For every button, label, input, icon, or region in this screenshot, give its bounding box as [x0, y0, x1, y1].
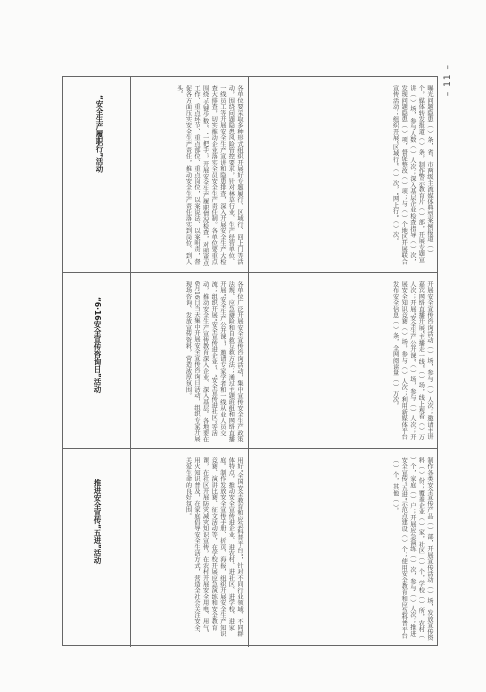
activity-content: 曝光问题隐患（ ）条，省、市两级主流媒体典型案例报道（ ）个，媒体转发报道（ ）条，制作警示教育片（ ）部，开展专题宣讲（ ）场，参与人数（ ）人次；深入基层企业检查指导（ ）次，发现问题隐患（ ）项，督促整改（ ）项；与（ ）个地区开展联合宣传活动；组织开展“区域行”（ ）次，“网上行”（ ）次。 [391, 85, 433, 265]
activity-content: 开展安全宣传咨询活动（ ）场，参与（ ）人次；邀请主讲嘉宾网络直播开展“主播走一线”（ ）场，线上观看（ ）万人次；开展“安全生产公开课”（ ）场，参与（ ）人次；开展安全知识竞赛（ ）场，参与（ ）人次；利用新媒体平台发布安全信息（ ）条，全网阅读量（ ）万次。 [391, 281, 433, 441]
activity-name: “6·16安全宣传咨询日”活动 [93, 297, 102, 393]
activity-content: 制作各类安全宣传产品（ ）部，开展宣传活动（ ）场，发放宣传资料（ ）份；覆盖企业（ ）家，社区（ ）个，学校（ ）所，农村（ ）个，家庭（ ）户；开展应急演练（ ）次，参与（ ）人次；推进安全宣传“五进”示范点建设（ ）个；使用安全教育和应急科普平台（ ）个，其他（ ）。 [391, 457, 433, 641]
activity-table [62, 76, 438, 646]
activity-method: 用好“全国安全教育和应急科普平台”，针对不同行业领域、不同群体特点，推动安全宣传进企业、进农村、进社区、进学校、进家庭。制作发放安全宣传手册、折页、海报，组织开展安全生产知识竞赛、演讲比赛、征文活动等，在学校开展应急演练和安全教育课，在社区开展防灾减灾知识宣传，在农村开展安全用电、用气、用火知识普及，在家庭倡导安全生活方式，营造全社会关注安全、关爱生命的良好氛围。 [184, 457, 243, 637]
activity-method-cell [131, 273, 249, 448]
activity-content-cell [249, 273, 439, 448]
activity-content-cell [249, 449, 439, 647]
page-number: – 11 – [443, 64, 453, 97]
activity-method-cell [131, 449, 249, 647]
activity-method: 各单位要采取多种形式组织开展好专题履行、区域行、回上门等活动，围绕问题隐患风险管控要求，针对林草行业、生产经营单位、一线员工等开展安全生产宣讲和隐患排查，深入开展安全生产大检查大排查，切实推动企业落实全员安全生产责任制。各单位要重点围绕‘关键少数’、‘一把手’，开展安全生产履职情况检查，对照重点工作、重点环节、重点部位、重点岗位，以案说法、以案明责，督促各方面压实安全生产责任，推动安全生产责任落实到岗位、到人头。 [175, 85, 243, 267]
activity-name-cell [63, 77, 131, 272]
table-row [63, 273, 437, 449]
activity-name: “安全生产履职行”活动 [95, 95, 104, 173]
activity-content-cell [249, 77, 439, 272]
activity-method-cell [131, 77, 249, 272]
table-row [63, 77, 437, 273]
activity-method: 各单位广泛开展安全宣传咨询活动，集中宣传安全生产政策法规、应急避险和自救互救方法；通过主题班组和网络直播开展“安全生产公开课”，邀请专家学者和一线从业人员交流；组织开展“安全宣传进企业”、“安全宣传进社区”等活动，推动安全生产宣传教育深入企业、深入基层。各地要在6月16日当天集中开展安全宣传咨询日活动，组织专家开展现场咨询、发放宣传资料，营造浓厚氛围。 [184, 281, 243, 443]
activity-name-cell [63, 273, 131, 448]
activity-name-cell [63, 449, 131, 647]
activity-name: 推进安全宣传“五进”活动 [93, 479, 102, 564]
table-row [63, 449, 437, 647]
